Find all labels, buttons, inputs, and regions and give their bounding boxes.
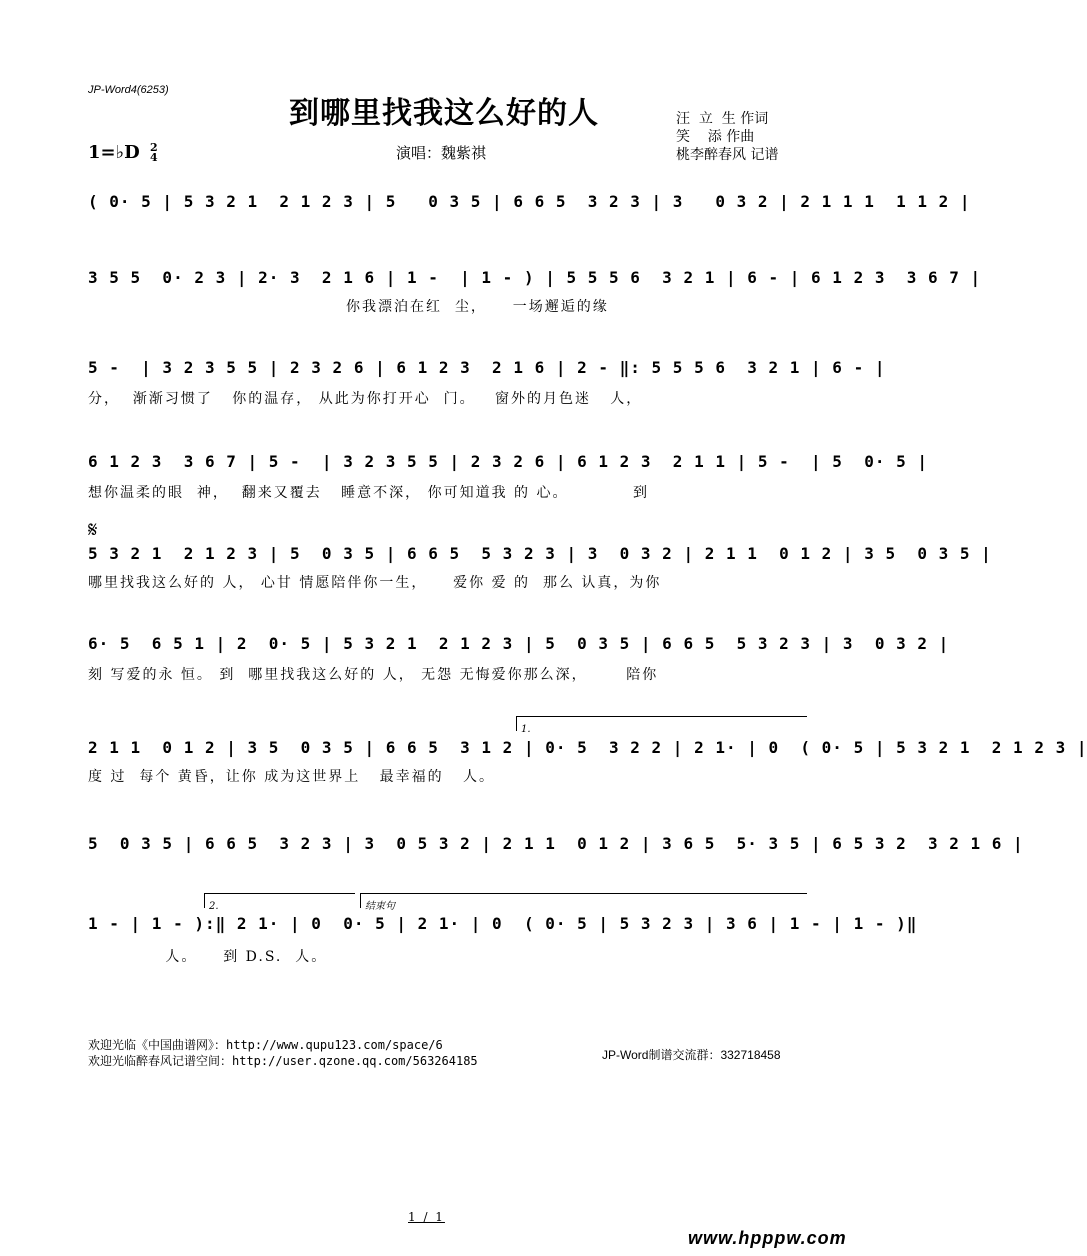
lyrics-line-2: 你我漂泊在红 尘， 一场邂逅的缘 — [88, 299, 609, 315]
lyrics-line-3: 分， 渐渐习惯了 你的温存， 从此为你打开心 门。 窗外的月色迷 人， — [88, 391, 643, 407]
notation-system-1: ( 0· 5 | 5 3 2 1 2 1 2 3 | 5 0 3 5 | 6 6 5 3 2 3 | 3 0 3 2 | 2 1 1 1 1 1 2 | — [88, 192, 971, 211]
first-ending-label: 1. — [521, 724, 531, 735]
composer-credit: 笑 添 作曲 — [676, 129, 755, 145]
footer-group-info: JP-Word制谱交流群：332718458 — [602, 1048, 781, 1062]
footer-links — [88, 1037, 478, 1069]
credits-block — [676, 110, 778, 164]
lyricist-credit: 汪 立 生 作词 — [676, 111, 769, 127]
time-signature — [150, 143, 158, 163]
notation-system-6: 6· 5 6 5 1 | 2 0· 5 | 5 3 2 1 2 1 2 3 | 5 0 3 5 | 6 6 5 5 3 2 3 | 3 0 3 2 | — [88, 634, 950, 653]
lyrics-line-9: 人。 到 D.S. 人。 — [88, 949, 328, 965]
notation-system-3: 5 - | 3 2 3 5 5 | 2 3 2 6 | 6 1 2 3 2 1 6 | 2 - ‖: 5 5 5 6 3 2 1 | 6 - | — [88, 358, 886, 377]
lyrics-line-4: 想你温柔的眼 神， 翻来又覆去 睡意不深， 你可知道我 的 心。 到 — [88, 485, 650, 501]
lyrics-line-7: 度 过 每个 黄昏，让你 成为这世界上 最幸福的 人。 — [88, 769, 495, 785]
footer-link-qzone[interactable]: 欢迎光临醉春风记谱空间：http://user.qzone.qq.com/563264185 — [88, 1054, 478, 1068]
page-number: 1 / 1 — [408, 1210, 445, 1224]
coda-bracket — [360, 893, 807, 912]
first-ending-bracket — [516, 716, 807, 735]
segno-sign: 𝄋 — [88, 518, 98, 543]
coda-label: 结束句 — [365, 901, 395, 912]
key-label: 1=♭D — [88, 142, 140, 163]
singer-label: 演唱：魏紫祺 — [396, 144, 487, 162]
song-title: 到哪里找我这么好的人 — [289, 96, 599, 131]
notation-system-9: 1 - | 1 - ):‖ 2 1· | 0 0· 5 | 2 1· | 0 ( 0· 5 | 5 3 2 3 | 3 6 | 1 - | 1 - )‖ — [88, 914, 918, 933]
transcriber-credit: 桃李醉春风 记谱 — [676, 147, 779, 163]
key-signature — [88, 142, 158, 163]
second-ending-bracket — [204, 893, 355, 912]
second-ending-label: 2. — [209, 901, 219, 912]
notation-system-4: 6 1 2 3 3 6 7 | 5 - | 3 2 3 5 5 | 2 3 2 6 | 6 1 2 3 2 1 1 | 5 - | 5 0· 5 | — [88, 452, 928, 471]
lyrics-line-6: 刻 写爱的永 恒。 到 哪里找我这么好的 人， 无怨 无悔爱你那么深， 陪你 — [88, 667, 659, 683]
software-tag: JP-Word4(6253) — [88, 84, 169, 96]
site-watermark: www.hpppw.com — [688, 1228, 847, 1248]
notation-system-5: 5 3 2 1 2 1 2 3 | 5 0 3 5 | 6 6 5 5 3 2 3 | 3 0 3 2 | 2 1 1 0 1 2 | 3 5 0 3 5 | — [88, 544, 992, 563]
notation-system-7: 2 1 1 0 1 2 | 3 5 0 3 5 | 6 6 5 3 1 2 | 0· 5 3 2 2 | 2 1· | 0 ( 0· 5 | 5 3 2 1 2 1 2 3 | — [88, 738, 1087, 757]
lyrics-line-5: 哪里找我这么好的 人， 心甘 情愿陪伴你一生， 爱你 爱 的 那么 认真，为你 — [88, 575, 662, 591]
notation-system-8: 5 0 3 5 | 6 6 5 3 2 3 | 3 0 5 3 2 | 2 1 1 0 1 2 | 3 6 5 5· 3 5 | 6 5 3 2 3 2 1 6 | — [88, 834, 1024, 853]
notation-system-2: 3 5 5 0· 2 3 | 2· 3 2 1 6 | 1 - | 1 - ) | 5 5 5 6 3 2 1 | 6 - | 6 1 2 3 3 6 7 | — [88, 268, 982, 287]
footer-link-qupu[interactable]: 欢迎光临《中国曲谱网》：http://www.qupu123.com/space/6 — [88, 1038, 443, 1052]
time-sig-bottom: 4 — [150, 151, 158, 164]
time-sig-top: 2 — [150, 141, 158, 154]
